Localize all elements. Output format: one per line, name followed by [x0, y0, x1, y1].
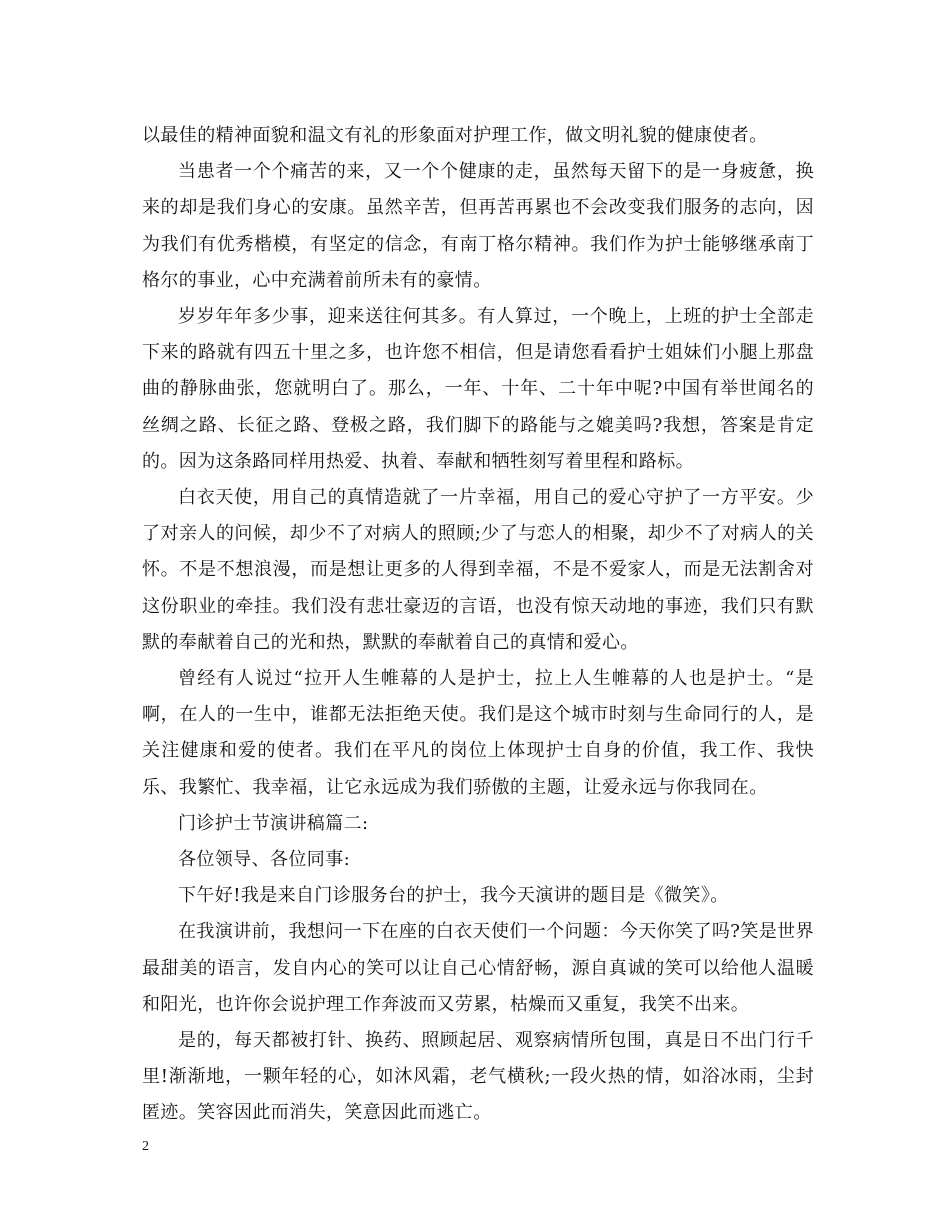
section-heading: 门诊护士节演讲稿篇二:: [178, 812, 369, 834]
page-number: 2: [142, 1139, 149, 1154]
paragraph: 当患者一个个痛苦的来，又一个个健康的走，虽然每天留下的是一身疲惫，换来的却是我们身心的安康。虽然辛苦，但再苦再累也不会改变我们服务的志向，因为我们有优秀楷模，有坚定的信念，有南丁格尔精神。我们作为护士能够继承南丁格尔的事业，心中充满着前所未有的豪情。: [142, 161, 814, 291]
paragraph: 曾经有人说过“拉开人生帷幕的人是护士，拉上人生帷幕的人也是护士。“是啊，在人的一生中，谁都无法拒绝天使。我们是这个城市时刻与生命同行的人，是关注健康和爱的使者。我们在平凡的岗位上体现护士自身的价值，我工作、我快乐、我繁忙、我幸福，让它永远成为我们骄傲的主题，让爱永远与你我同在。: [142, 668, 814, 798]
body-text: [142, 118, 814, 1132]
paragraph: 在我演讲前，我想问一下在座的白衣天使们一个问题：今天你笑了吗?笑是世界最甜美的语言，发自内心的笑可以让自己心情舒畅，源自真诚的笑可以给他人温暖和阳光，也许你会说护理工作奔波而又劳累，枯燥而又重复，我笑不出来。: [142, 921, 814, 1015]
paragraph: 是的，每天都被打针、换药、照顾起居、观察病情所包围，真是日不出门行千里!渐渐地，一颗年轻的心，如沐风霜，老气横秋;一段火热的情，如浴冰雨，尘封匿迹。笑容因此而消失，笑意因此而逃亡。: [142, 1030, 814, 1124]
paragraph-continued: 以最佳的精神面貌和温文有礼的形象面对护理工作，做文明礼貌的健康使者。: [142, 125, 768, 146]
salutation: 各位领导、各位同事:: [178, 849, 351, 871]
greeting-paragraph: 下午好!我是来自门诊服务台的护士，我今天演讲的题目是《微笑》。: [178, 885, 729, 907]
paragraph: 白衣天使，用自己的真情造就了一片幸福，用自己的爱心守护了一方平安。少了对亲人的问候，却少不了对病人的照顾;少了与恋人的相聚，却少不了对病人的关怀。不是不想浪漫，而是想让更多的人得到幸福，不是不爱家人，而是无法割舍对这份职业的牵挂。我们没有悲壮豪迈的言语，也没有惊天动地的事迹，我们只有默默的奉献着自己的光和热，默默的奉献着自己的真情和爱心。: [142, 487, 814, 653]
paragraph: 岁岁年年多少事，迎来送往何其多。有人算过，一个晚上，上班的护士全部走下来的路就有四五十里之多，也许您不相信，但是请您看看护士姐妹们小腿上那盘曲的静脉曲张，您就明白了。那么，一年、十年、二十年中呢?中国有举世闻名的丝绸之路、长征之路、登极之路，我们脚下的路能与之媲美吗?我想，答案是肯定的。因为这条路同样用热爱、执着、奉献和牺牲刻写着里程和路标。: [142, 306, 814, 472]
